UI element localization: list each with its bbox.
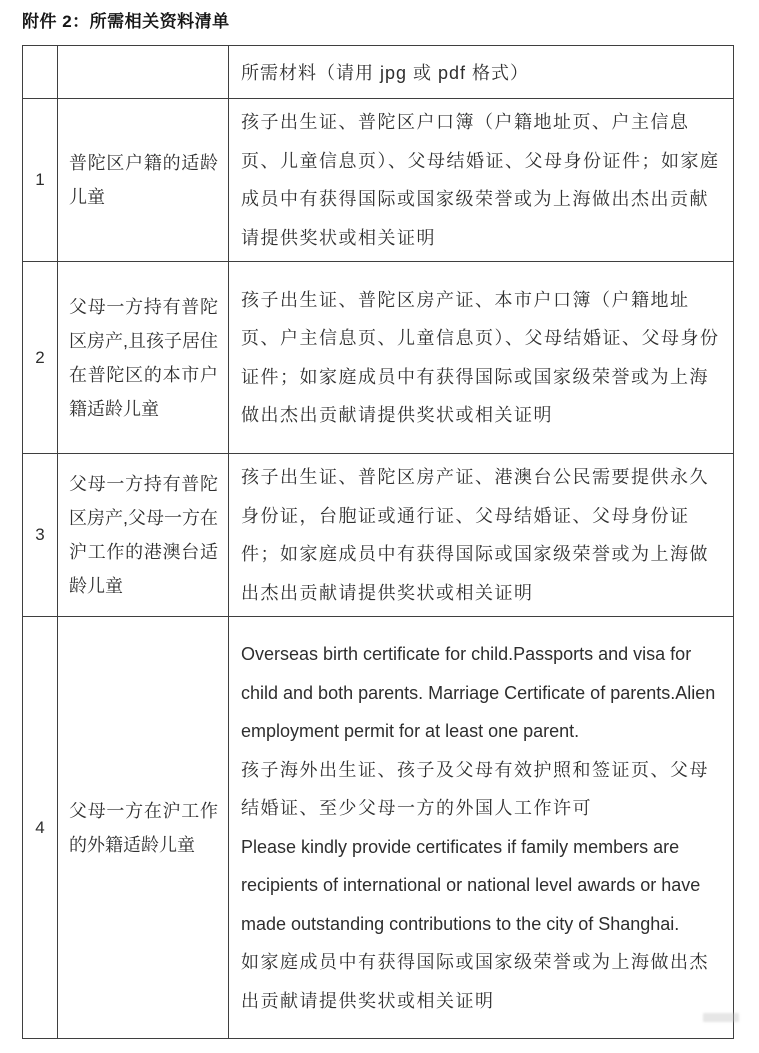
row-materials <box>229 262 734 454</box>
row-number: 3 <box>23 454 58 617</box>
row-number: 2 <box>23 262 58 454</box>
row-category: 父母一方持有普陀区房产,父母一方在沪工作的港澳台适龄儿童 <box>58 454 229 617</box>
table-row <box>23 617 734 1039</box>
materials-paragraph-english: Overseas birth certificate for child.Passports and visa for child and both parents. Marriage Certificate of parents.Alien employment permit for at least one parent. <box>241 644 716 741</box>
watermark <box>703 1013 739 1022</box>
header-materials-label: 所需材料（请用 jpg 或 pdf 格式） <box>241 63 530 83</box>
row-number: 4 <box>23 617 58 1039</box>
materials-paragraph: 孩子海外出生证、孩子及父母有效护照和签证页、父母结婚证、至少父母一方的外国人工作许可 <box>241 759 709 818</box>
row-number: 1 <box>23 99 58 262</box>
materials-paragraph: 孩子出生证、普陀区户口簿（户籍地址页、户主信息页、儿童信息页）、父母结婚证、父母身份证件；如家庭成员中有获得国际或国家级荣誉或为上海做出杰出贡献请提供奖状或相关证明 <box>241 112 720 248</box>
header-materials-cell <box>229 46 734 99</box>
header-number-cell <box>23 46 58 99</box>
table-row <box>23 454 734 617</box>
table-row <box>23 99 734 262</box>
materials-paragraph: 孩子出生证、普陀区房产证、本市户口簿（户籍地址页、户主信息页、儿童信息页）、父母结婚证、父母身份证件；如家庭成员中有获得国际或国家级荣誉或为上海做出杰出贡献请提供奖状或相关证明 <box>241 289 720 425</box>
materials-paragraph-english: Please kindly provide certificates if family members are recipients of international or national level awards or have made outstanding contributions to the city of Shanghai. <box>241 836 701 934</box>
row-category: 父母一方持有普陀区房产,且孩子居住在普陀区的本市户籍适龄儿童 <box>58 262 229 454</box>
page-title: 附件 2：所需相关资料清单 <box>22 12 230 31</box>
row-materials <box>229 99 734 262</box>
row-category: 普陀区户籍的适龄儿童 <box>58 99 229 262</box>
materials-paragraph: 孩子出生证、普陀区房产证、港澳台公民需要提供永久身份证，台胞证或通行证、父母结婚证、父母身份证件；如家庭成员中有获得国际或国家级荣誉或为上海做出杰出贡献请提供奖状或相关证明 <box>241 467 709 603</box>
table-header-row <box>23 46 734 99</box>
header-category-cell <box>58 46 229 99</box>
table-row <box>23 262 734 454</box>
row-materials <box>229 454 734 617</box>
required-materials-table <box>22 45 734 1039</box>
materials-paragraph: 如家庭成员中有获得国际或国家级荣誉或为上海做出杰出贡献请提供奖状或相关证明 <box>241 952 709 1011</box>
row-materials <box>229 617 734 1039</box>
row-category: 父母一方在沪工作的外籍适龄儿童 <box>58 617 229 1039</box>
